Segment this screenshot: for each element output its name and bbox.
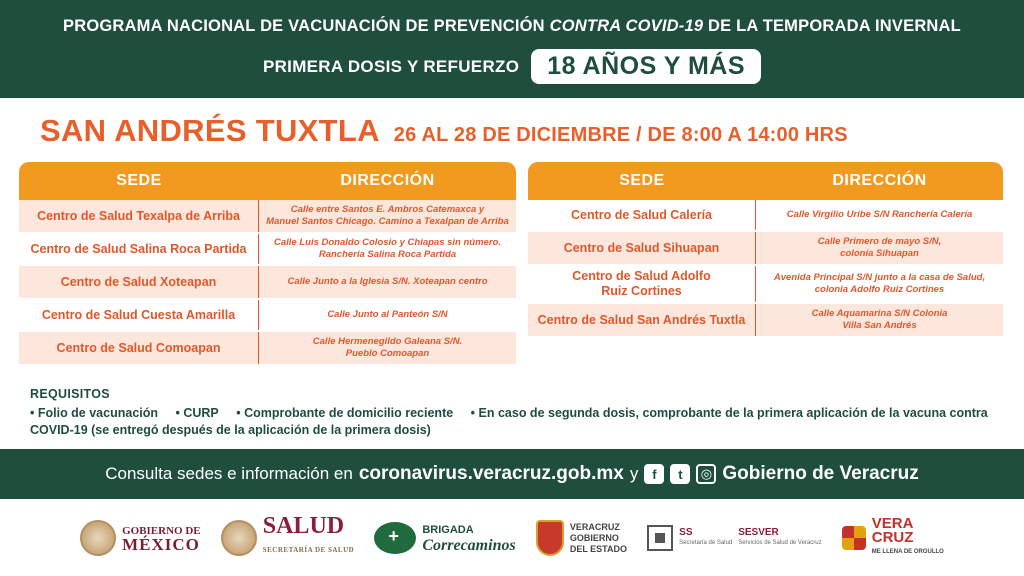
gov-handle: Gobierno de Veracruz bbox=[722, 463, 919, 484]
salud-text: SALUD bbox=[262, 513, 345, 539]
table-row bbox=[19, 234, 516, 266]
ss-subtext: Secretaría de Salud bbox=[679, 540, 733, 546]
table-row bbox=[19, 266, 516, 300]
info-banner bbox=[0, 449, 1024, 499]
header-direccion: DIRECCIÓN bbox=[832, 172, 927, 189]
table-row bbox=[19, 332, 516, 366]
sede-name: Centro de Salud Comoapan bbox=[56, 340, 221, 355]
sede-cell bbox=[528, 266, 756, 302]
sede-cell bbox=[19, 332, 259, 364]
table-body bbox=[19, 200, 516, 366]
logo-salud bbox=[221, 514, 354, 562]
vera-text: VERA CRUZ bbox=[871, 515, 914, 546]
sede-name: Centro de Salud Xoteapan bbox=[60, 274, 217, 289]
direccion-cell: Calle Virgilio Uribe S/N Ranchería Calería bbox=[786, 208, 973, 220]
sede-name: Centro de Salud Sihuapan bbox=[563, 240, 720, 255]
sede-cell bbox=[528, 304, 756, 336]
website-link[interactable]: coronavirus.veracruz.gob.mx bbox=[358, 463, 624, 484]
header-sede: SEDE bbox=[116, 172, 162, 189]
logo-ss-sesver bbox=[647, 525, 821, 551]
correcaminos-text: Correcaminos bbox=[422, 537, 516, 554]
sede-cell bbox=[19, 266, 259, 298]
dose-label: PRIMERA DOSIS Y REFUERZO bbox=[262, 56, 520, 76]
salud-seal-icon bbox=[221, 520, 257, 556]
sede-name: Centro de Salud Salina Roca Partida bbox=[30, 241, 247, 256]
direccion-cell: Calle Luis Donaldo Colosio y Chiapas sin número. Ranchería Salina Roca Partida bbox=[274, 236, 501, 260]
sede-name: Centro de Salud Cuesta Amarilla bbox=[41, 307, 236, 322]
table-row bbox=[19, 200, 516, 234]
vera-subtext: ME LLENA DE ORGULLO bbox=[871, 549, 944, 555]
program-title bbox=[0, 17, 1024, 36]
sede-name: Centro de Salud Texalpa de Arriba bbox=[37, 208, 240, 223]
table-body bbox=[528, 200, 1003, 338]
table-row bbox=[528, 266, 1003, 304]
direccion-cell: Calle Hermenegildo Galeana S/N. Pueblo Comoapan bbox=[312, 335, 463, 359]
sites-table-left bbox=[19, 162, 516, 366]
logo-gobierno-mexico bbox=[80, 520, 201, 556]
mexico-line2: MÉXICO bbox=[122, 535, 200, 554]
mexico-line1: GOBIERNO DE bbox=[122, 525, 201, 537]
direccion-cell: Calle Aquamarina S/N Colonia Villa San Andrés bbox=[811, 307, 948, 331]
sede-name: Centro de Salud Calería bbox=[570, 207, 712, 222]
direccion-cell: Calle Junto a la Iglesia S/N. Xoteapan centro bbox=[287, 275, 488, 287]
date-range: 26 AL 28 DE DICIEMBRE / DE 8:00 A 14:00 HRS bbox=[393, 124, 848, 146]
header-direccion: DIRECCIÓN bbox=[340, 172, 435, 189]
sede-name: Centro de Salud San Andrés Tuxtla bbox=[537, 312, 746, 327]
veracruz-mark-icon bbox=[842, 526, 866, 550]
requirement-item: • En caso de segunda dosis, comprobante de la primera aplicación de la vacuna contra COVID-19 (se entregó después de la aplicación de la primera dosis) bbox=[30, 406, 988, 437]
dose-line bbox=[0, 49, 1024, 84]
sede-cell bbox=[19, 200, 259, 232]
table-row bbox=[528, 200, 1003, 232]
sede-cell bbox=[528, 200, 756, 230]
sesver-mark-icon bbox=[647, 525, 673, 551]
and-text: y bbox=[629, 464, 639, 483]
requirements-title: REQUISITOS bbox=[30, 387, 110, 401]
logo-veracruz-gobierno bbox=[536, 520, 627, 556]
veracruz-gob-text: VERACRUZ GOBIERNO DEL ESTADO bbox=[569, 521, 628, 554]
table-row bbox=[528, 232, 1003, 266]
globe-icon bbox=[374, 522, 416, 554]
table-header bbox=[19, 162, 516, 200]
mexico-seal-icon bbox=[80, 520, 116, 556]
table-row bbox=[19, 300, 516, 332]
direccion-cell: Calle Primero de mayo S/N, colonia Sihuapan bbox=[817, 235, 942, 259]
logo-veracruz-orgullo bbox=[842, 517, 944, 559]
sesver-text: SESVER bbox=[738, 527, 779, 538]
age-badge: 18 AÑOS Y MÁS bbox=[531, 49, 761, 84]
table-header bbox=[528, 162, 1003, 200]
program-title-start: PROGRAMA NACIONAL DE VACUNACIÓN DE PREVENCIÓN bbox=[63, 17, 545, 35]
direccion-cell: Calle Junto al Panteón S/N bbox=[327, 308, 448, 320]
direccion-cell: Calle entre Santos E. Ambros Catemaxca y Manuel Santos Chicago. Camino a Texalpan de Arriba bbox=[266, 203, 509, 227]
top-banner bbox=[0, 0, 1024, 98]
sede-cell bbox=[19, 234, 259, 264]
instagram-icon[interactable]: ◎ bbox=[696, 464, 716, 484]
direccion-cell: Avenida Principal S/N junto a la casa de Salud, colonia Adolfo Ruiz Cortines bbox=[773, 271, 986, 295]
ss-text: SS bbox=[679, 527, 693, 538]
sede-name: Centro de Salud Adolfo Ruiz Cortines bbox=[572, 269, 711, 298]
program-title-end: DE LA TEMPORADA INVERNAL bbox=[708, 17, 961, 35]
brigada-text: BRIGADA bbox=[422, 524, 474, 536]
requirement-item: • Comprobante de domicilio reciente bbox=[236, 406, 454, 420]
logo-brigada-correcaminos bbox=[374, 522, 515, 554]
sede-cell bbox=[528, 232, 756, 264]
facebook-icon[interactable]: f bbox=[644, 464, 664, 484]
sesver-subtext: Servicios de Salud de Veracruz bbox=[738, 540, 822, 546]
city-name: SAN ANDRÉS TUXTLA bbox=[40, 113, 380, 148]
logos-row bbox=[0, 505, 1024, 571]
twitter-icon[interactable]: t bbox=[670, 464, 690, 484]
requirements-list bbox=[30, 405, 990, 439]
veracruz-shield-icon bbox=[536, 520, 564, 556]
salud-subtext: SECRETARÍA DE SALUD bbox=[262, 546, 355, 554]
sede-cell bbox=[19, 300, 259, 330]
requirement-item: • CURP bbox=[175, 406, 219, 420]
sites-table-right bbox=[528, 162, 1003, 338]
header-sede: SEDE bbox=[619, 172, 665, 189]
location-heading bbox=[40, 113, 1000, 149]
program-title-emphasis: CONTRA COVID-19 bbox=[549, 17, 704, 35]
requirements bbox=[30, 387, 990, 439]
consult-text: Consulta sedes e información en bbox=[105, 464, 353, 483]
requirement-item: • Folio de vacunación bbox=[30, 406, 159, 420]
table-row bbox=[528, 304, 1003, 338]
